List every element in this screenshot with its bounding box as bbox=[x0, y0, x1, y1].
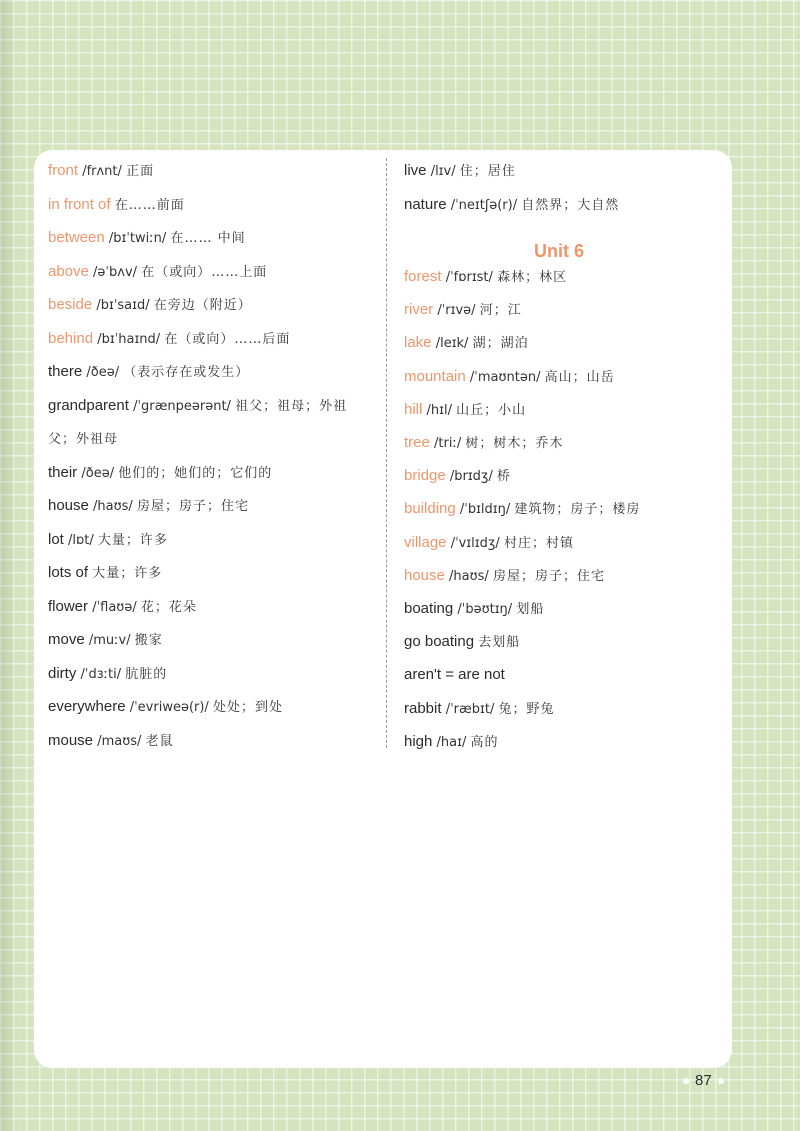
vocab-meaning: 湖；湖泊 bbox=[472, 336, 529, 352]
vocab-phonetic: /muːv/ bbox=[88, 633, 131, 648]
vocab-word: front bbox=[48, 162, 79, 179]
vocab-word: go boating bbox=[404, 633, 475, 651]
vocab-word: village bbox=[404, 533, 447, 551]
vocab-phonetic: /frʌnt/ bbox=[82, 164, 122, 179]
vocab-phonetic: /əˈbʌv/ bbox=[93, 264, 138, 280]
column-divider bbox=[386, 158, 387, 748]
vocab-meaning: 划船 bbox=[516, 602, 545, 617]
vocab-meaning: 树；树木；乔木 bbox=[465, 436, 564, 451]
vocab-meaning: 搬家 bbox=[134, 633, 163, 648]
vocab-meaning: 老鼠 bbox=[145, 733, 174, 749]
vocabulary-card bbox=[34, 150, 732, 1068]
vocab-word: everywhere bbox=[48, 698, 126, 715]
page-number-dot-left bbox=[683, 1078, 689, 1084]
vocab-word: lots of bbox=[48, 564, 89, 581]
vocab-meaning: 住；居住 bbox=[459, 164, 516, 179]
vocab-phonetic: /ˈgrænpeərənt/ bbox=[133, 398, 231, 414]
vocab-entry bbox=[48, 731, 174, 752]
vocab-entry bbox=[48, 396, 347, 417]
vocab-word: lake bbox=[404, 334, 432, 352]
vocab-phonetic: /ˈvɪlɪdʒ/ bbox=[450, 535, 500, 551]
vocab-entry bbox=[48, 530, 168, 551]
vocab-word: high bbox=[404, 732, 433, 750]
vocab-phonetic: /hɪl/ bbox=[426, 402, 452, 418]
vocab-word: there bbox=[48, 363, 83, 380]
vocab-entry bbox=[48, 295, 252, 316]
vocab-meaning: 房屋；房子；住宅 bbox=[137, 499, 250, 514]
vocab-meaning: 处处；到处 bbox=[213, 700, 284, 715]
vocab-phonetic: /ðeə/ bbox=[86, 365, 120, 380]
vocab-word: grandparent bbox=[48, 396, 129, 414]
vocab-word: aren't = are not bbox=[404, 666, 505, 684]
vocab-entry bbox=[48, 496, 249, 517]
unit-heading: Unit 6 bbox=[534, 241, 585, 261]
vocab-phonetic: /ˈrɪvə/ bbox=[437, 303, 476, 319]
vocab-meaning: 在（或向）……上面 bbox=[141, 264, 268, 280]
vocab-meaning: 高的 bbox=[470, 734, 499, 750]
vocab-phonetic: /bɪˈhaɪnd/ bbox=[97, 331, 161, 347]
vocab-phonetic: /haʊs/ bbox=[93, 499, 133, 514]
vocab-meaning: 大量；许多 bbox=[92, 566, 163, 581]
vocab-phonetic: /ˈevriweə(r)/ bbox=[129, 700, 209, 715]
vocab-phonetic: /ˈbəʊtɪŋ/ bbox=[457, 602, 513, 617]
page-number-text: 87 bbox=[695, 1072, 712, 1089]
vocab-phonetic: /bɪˈsaɪd/ bbox=[96, 298, 150, 313]
page-number-dot-right bbox=[718, 1078, 724, 1084]
vocab-phonetic: /triː/ bbox=[434, 436, 462, 451]
vocab-entry bbox=[404, 333, 529, 354]
vocab-meaning: 去划船 bbox=[478, 635, 521, 651]
vocab-phonetic: /ˈræbɪt/ bbox=[445, 701, 495, 717]
vocab-meaning: 祖父；祖母；外祖 bbox=[235, 398, 348, 414]
vocab-meaning: 花；花朵 bbox=[140, 599, 197, 615]
vocab-phonetic: /ˈbɪldɪŋ/ bbox=[459, 502, 511, 518]
vocab-entry bbox=[48, 329, 290, 350]
vocab-meaning: 建筑物；房子；楼房 bbox=[514, 502, 641, 518]
vocab-word: flower bbox=[48, 597, 89, 615]
vocab-word: between bbox=[48, 229, 105, 246]
vocab-phonetic: /ðeə/ bbox=[81, 465, 115, 481]
vocab-entry bbox=[48, 463, 272, 484]
vocab-word: river bbox=[404, 301, 434, 319]
vocab-meaning: 兔；野兔 bbox=[498, 701, 555, 717]
vocab-entry bbox=[404, 699, 555, 720]
vocab-word: live bbox=[404, 162, 427, 179]
vocab-entry bbox=[48, 362, 249, 383]
vocab-entry bbox=[404, 367, 615, 388]
vocab-phonetic: /ˈfɒrɪst/ bbox=[445, 270, 493, 285]
vocab-entry bbox=[404, 566, 605, 587]
vocab-meaning: 大量；许多 bbox=[97, 532, 168, 548]
vocab-meaning: 在…… 中间 bbox=[170, 231, 246, 246]
vocab-word: lot bbox=[48, 530, 64, 548]
vocab-entry bbox=[404, 533, 574, 554]
vocab-meaning: 肮脏的 bbox=[125, 666, 168, 682]
vocab-meaning: 河；江 bbox=[479, 303, 522, 319]
page-number bbox=[677, 1072, 730, 1089]
vocab-meaning: 房屋；房子；住宅 bbox=[493, 568, 606, 584]
vocab-word: above bbox=[48, 262, 89, 280]
vocab-entry bbox=[404, 161, 516, 182]
vocab-meaning: 他们的；她们的；它们的 bbox=[118, 465, 273, 481]
vocab-phonetic: /lɪv/ bbox=[430, 164, 456, 179]
vocab-word: behind bbox=[48, 329, 94, 347]
vocab-entry bbox=[48, 161, 154, 182]
vocab-phonetic: /ˈmaʊntən/ bbox=[469, 369, 541, 385]
vocab-phonetic: /ˈdɜːti/ bbox=[80, 666, 122, 682]
vocab-entry bbox=[48, 597, 197, 618]
vocab-phonetic: /leɪk/ bbox=[435, 336, 469, 352]
vocab-entry bbox=[404, 300, 522, 321]
vocab-word: their bbox=[48, 463, 78, 481]
vocab-word: house bbox=[48, 497, 89, 514]
vocab-entry bbox=[48, 630, 163, 651]
vocab-phonetic: /lɒt/ bbox=[68, 532, 94, 548]
vocab-entry bbox=[48, 262, 267, 283]
vocab-entry bbox=[48, 195, 185, 216]
vocab-meaning: 高山；山岳 bbox=[544, 369, 615, 385]
vocab-word: beside bbox=[48, 296, 93, 313]
vocab-word: nature bbox=[404, 196, 447, 213]
vocab-word: hill bbox=[404, 400, 423, 418]
vocab-word: rabbit bbox=[404, 699, 442, 717]
vocab-entry bbox=[48, 563, 162, 584]
vocab-meaning: 村庄；村镇 bbox=[503, 535, 574, 551]
vocab-entry bbox=[404, 195, 619, 216]
vocab-meaning: （表示存在或发生） bbox=[123, 365, 250, 380]
vocab-meaning: 自然界；大自然 bbox=[521, 198, 620, 213]
vocab-meaning: 正面 bbox=[126, 164, 155, 179]
vocab-entry bbox=[48, 429, 118, 450]
vocab-word: dirty bbox=[48, 664, 77, 682]
vocab-word: in front of bbox=[48, 195, 111, 213]
vocab-entry bbox=[48, 228, 246, 249]
vocab-phonetic: /maʊs/ bbox=[97, 733, 142, 749]
vocab-word: boating bbox=[404, 600, 454, 617]
vocab-word: building bbox=[404, 500, 456, 518]
vocab-entry bbox=[404, 267, 567, 288]
vocab-word: tree bbox=[404, 434, 430, 451]
vocab-phonetic: /haʊs/ bbox=[449, 568, 489, 584]
vocab-phonetic: /brɪdʒ/ bbox=[449, 469, 493, 485]
vocab-entry bbox=[404, 466, 511, 487]
vocab-meaning: 在旁边（附近） bbox=[153, 298, 252, 313]
vocab-word: forest bbox=[404, 268, 442, 285]
vocab-entry bbox=[404, 632, 520, 653]
vocab-entry bbox=[404, 599, 544, 620]
vocab-meaning: 父；外祖母 bbox=[48, 432, 119, 447]
vocab-meaning: 山丘；小山 bbox=[456, 402, 527, 418]
page-edge-shadow bbox=[0, 0, 18, 1131]
vocab-meaning: 在（或向）……后面 bbox=[164, 331, 291, 347]
vocab-word: mouse bbox=[48, 731, 94, 749]
vocab-word: move bbox=[48, 631, 85, 648]
vocab-entry bbox=[404, 433, 563, 454]
vocab-entry bbox=[404, 499, 640, 520]
vocab-meaning: 在……前面 bbox=[114, 197, 185, 213]
vocab-entry bbox=[48, 664, 167, 685]
vocab-phonetic: /ˈneɪtʃə(r)/ bbox=[450, 198, 518, 213]
vocab-word: bridge bbox=[404, 467, 446, 485]
vocab-entry bbox=[404, 665, 505, 685]
vocab-entry bbox=[48, 697, 283, 718]
vocab-phonetic: /ˈflaʊə/ bbox=[92, 599, 137, 615]
vocab-entry bbox=[404, 732, 499, 753]
vocab-meaning: 桥 bbox=[497, 469, 512, 485]
vocab-phonetic: /bɪˈtwiːn/ bbox=[108, 231, 167, 246]
vocab-phonetic: /haɪ/ bbox=[436, 734, 467, 750]
vocab-entry bbox=[404, 400, 526, 421]
vocab-word: mountain bbox=[404, 367, 466, 385]
vocab-word: house bbox=[404, 566, 445, 584]
vocab-meaning: 森林；林区 bbox=[497, 270, 568, 285]
